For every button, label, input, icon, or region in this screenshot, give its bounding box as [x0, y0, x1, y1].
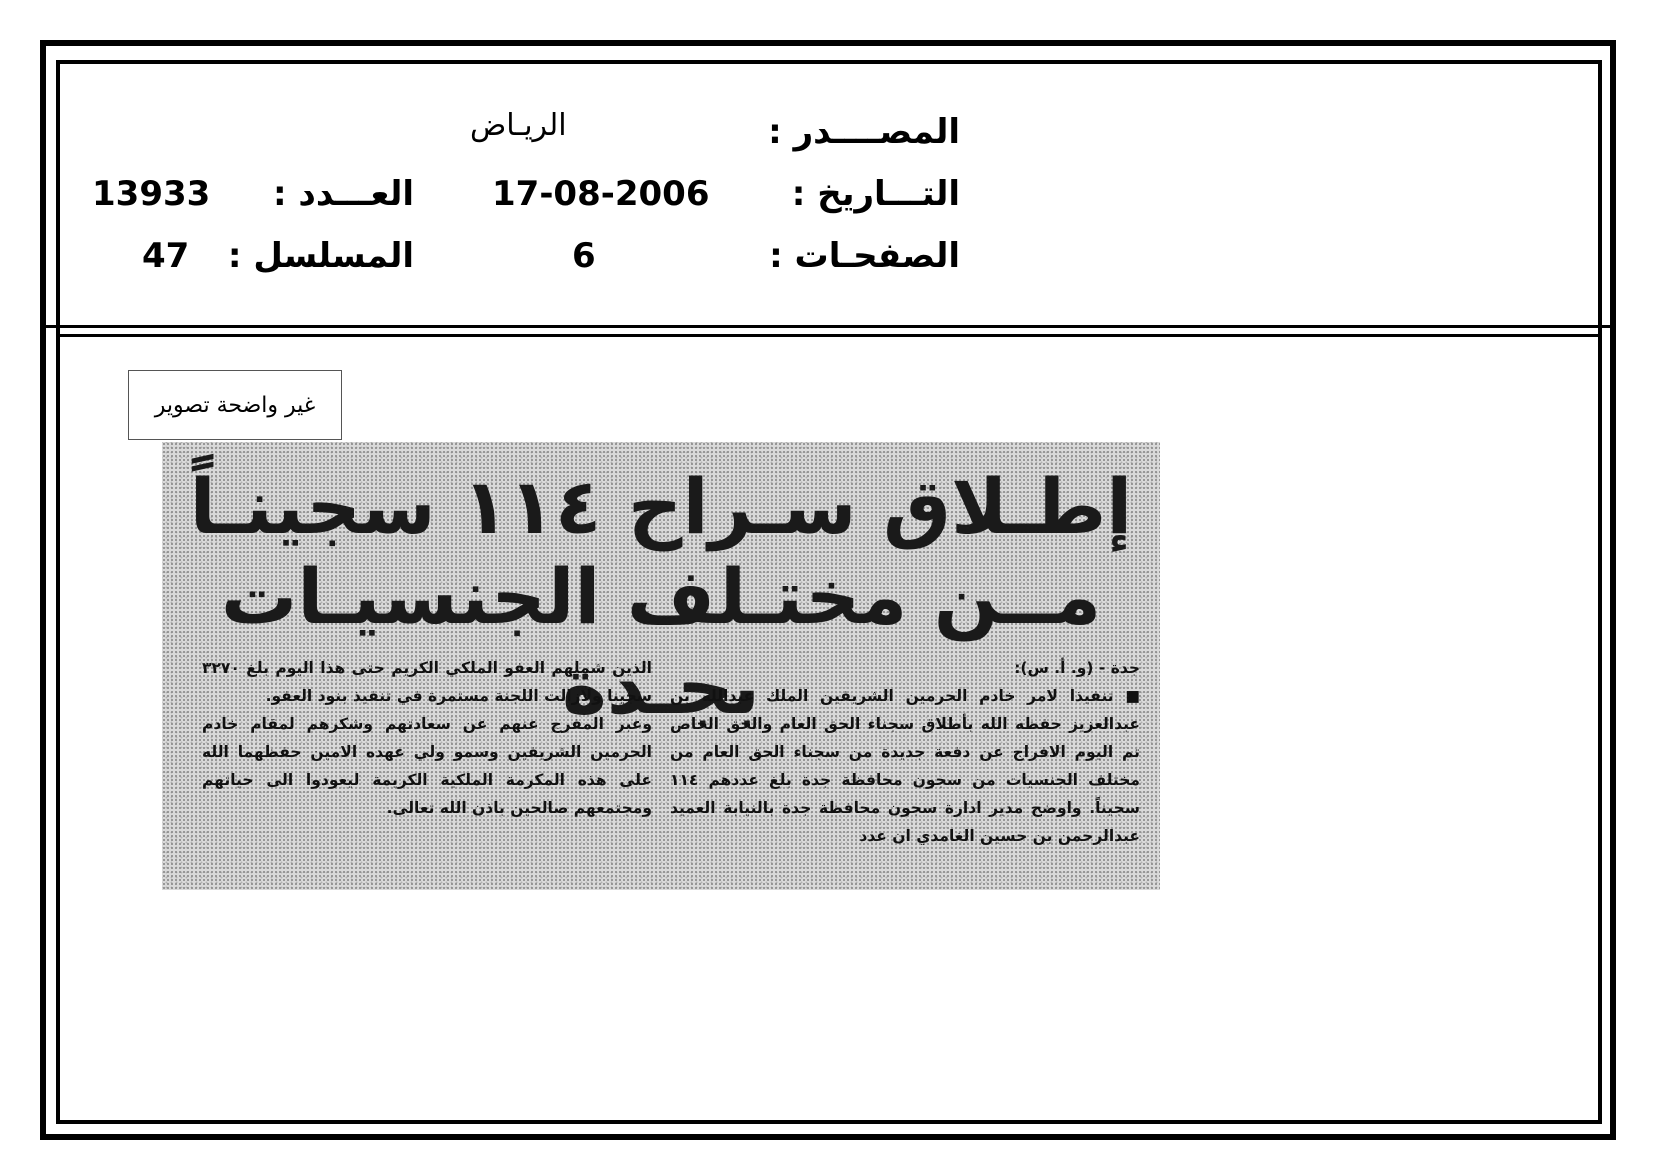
article-left-paragraph-2: وعبر المفرج عنهم عن سعادتهم وشكرهم لمقام خادم الحرمين الشريفين وسمو ولي عهده الامين حفظهما الله على هذه المكرمة الملكية الكريمة ليعودوا الى حياتهم ومجتمعهم صالحين باذن الله تعالى. — [202, 715, 652, 817]
serial-label: المسلسل : — [227, 236, 414, 276]
article-right-column — [670, 654, 1140, 850]
header-divider-inner — [56, 334, 1602, 337]
pages-value: 6 — [572, 236, 596, 276]
date-value: 17-08-2006 — [492, 174, 710, 214]
source-value: الريـاض — [470, 108, 567, 143]
source-label: المصــــدر : — [768, 112, 960, 152]
newspaper-clipping — [162, 442, 1160, 890]
article-left-paragraph-1: الذين شملهم العفو الملكي الكريم حتى هذا اليوم بلغ ٣٢٧٠ سجينا ولازالت اللجنة مستمرة في تنفيذ بنود العفو. — [202, 659, 652, 705]
article-dateline: جدة - (و. أ. س): — [1014, 659, 1140, 677]
headline-line-1: إطـلاق سـراح ١١٤ سجينـاً — [189, 462, 1133, 551]
issue-value: 13933 — [92, 174, 211, 214]
pages-label: الصفحـات : — [769, 236, 960, 276]
headline-line-2: مــن مختـلف الجنسيـات بجـدة — [220, 552, 1102, 731]
article-right-text: ■ تنفيذا لامر خادم الحرمين الشريفين الملك عبدالله بن عبدالعزيز حفظه الله بأطلاق سجناء الحق العام والحق الخاص تم اليوم الافراج عن دفعة جديدة من سجناء الحق العام من مختلف الجنسيات من سجون محافظة جدة بلغ عددهم ١١٤ سجيناً. واوضح مدير ادارة سجون محافظة جدة بالنيابة العميد عبدالرحمن بن حسين الغامدي ان عدد — [670, 687, 1140, 845]
header-divider — [43, 325, 1615, 328]
issue-label: العـــدد : — [273, 174, 414, 214]
date-label: التـــاريخ : — [791, 174, 960, 214]
article-left-column — [202, 654, 652, 822]
unclear-copy-note: غير واضحة تصوير — [128, 370, 342, 440]
serial-value: 47 — [142, 236, 190, 276]
